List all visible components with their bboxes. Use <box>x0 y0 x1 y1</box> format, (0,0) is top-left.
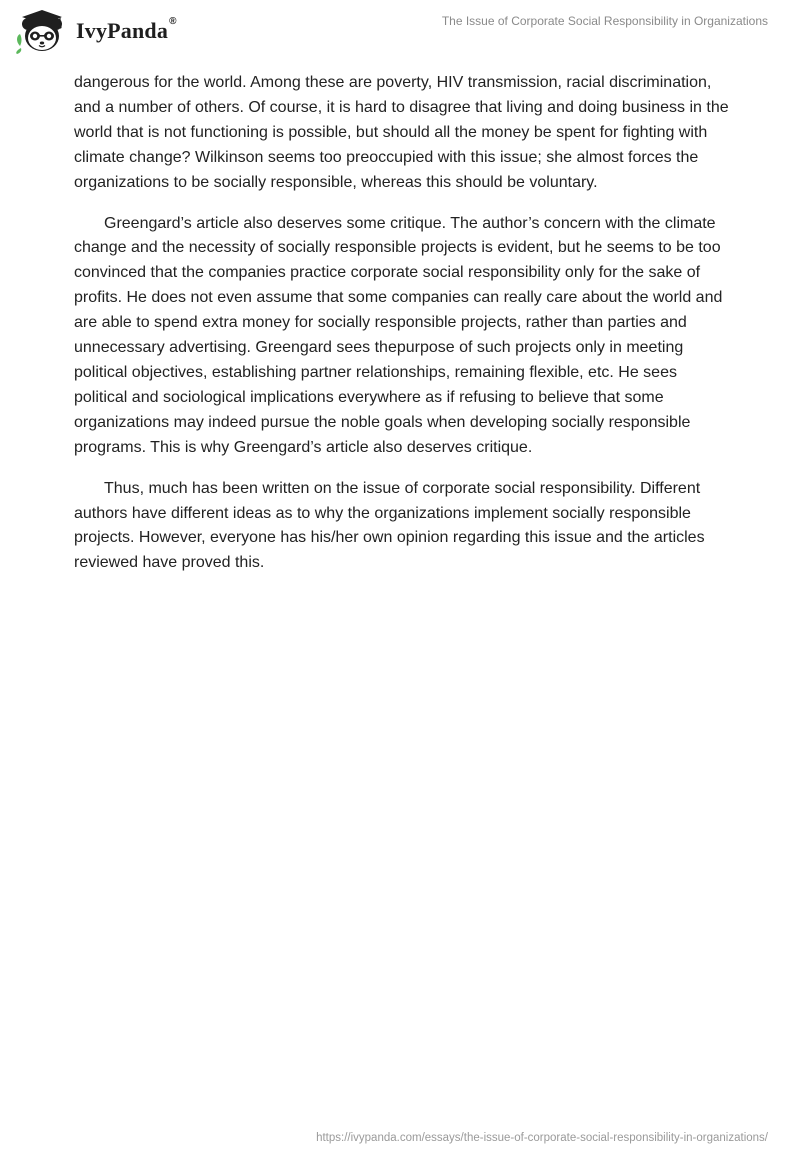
paragraph-2: Greengard’s article also deserves some critique. The author’s concern with the climate change and the necessity of socially responsible projects is evident, but he seems to be too convinced that the companies practice corporate social responsibility only for the sake of profits. He does not even assume that some companies can really care about the world and are able to spend extra money for socially responsible projects, rather than parties and unnecessary advertising. Greengard sees thepurpose of such projects only in meeting political objectives, establishing partner relationships, remaining flexible, etc. He sees political and sociological implications everywhere as if refusing to believe that some organizations may indeed pursue the noble goals when developing socially responsible programs. This is why Greengard’s article also deserves critique. <box>74 214 723 456</box>
paragraph-1: dangerous for the world. Among these are poverty, HIV transmission, racial discrimination, and a number of others. Of course, it is hard to disagree that living and doing business in the world that is not functioning is possible, but should all the money be spent for fighting with climate change? Wilkinson seems too preoccupied with this issue; she almost forces the organizations to be socially responsible, whereas this should be voluntary. <box>74 74 729 191</box>
document-title: The Issue of Corporate Social Responsibility in Organizations <box>441 14 768 28</box>
page-header <box>0 0 800 66</box>
paragraph-3: Thus, much has been written on the issue of corporate social responsibility. Different authors have different ideas as to why the organizations implement socially responsible projects. However, everyone has his/her own opinion regarding this issue and the articles reviewed have proved this. <box>74 479 705 572</box>
registered-mark: ® <box>169 16 177 27</box>
source-url[interactable]: https://ivypanda.com/essays/the-issue-of-corporate-social-responsibility-in-organizations/ <box>316 1132 768 1144</box>
panda-graduation-cap-icon <box>14 8 72 54</box>
brand-logo[interactable] <box>14 8 177 54</box>
brand-name: IvyPanda® <box>76 16 177 43</box>
essay-content <box>74 71 734 592</box>
